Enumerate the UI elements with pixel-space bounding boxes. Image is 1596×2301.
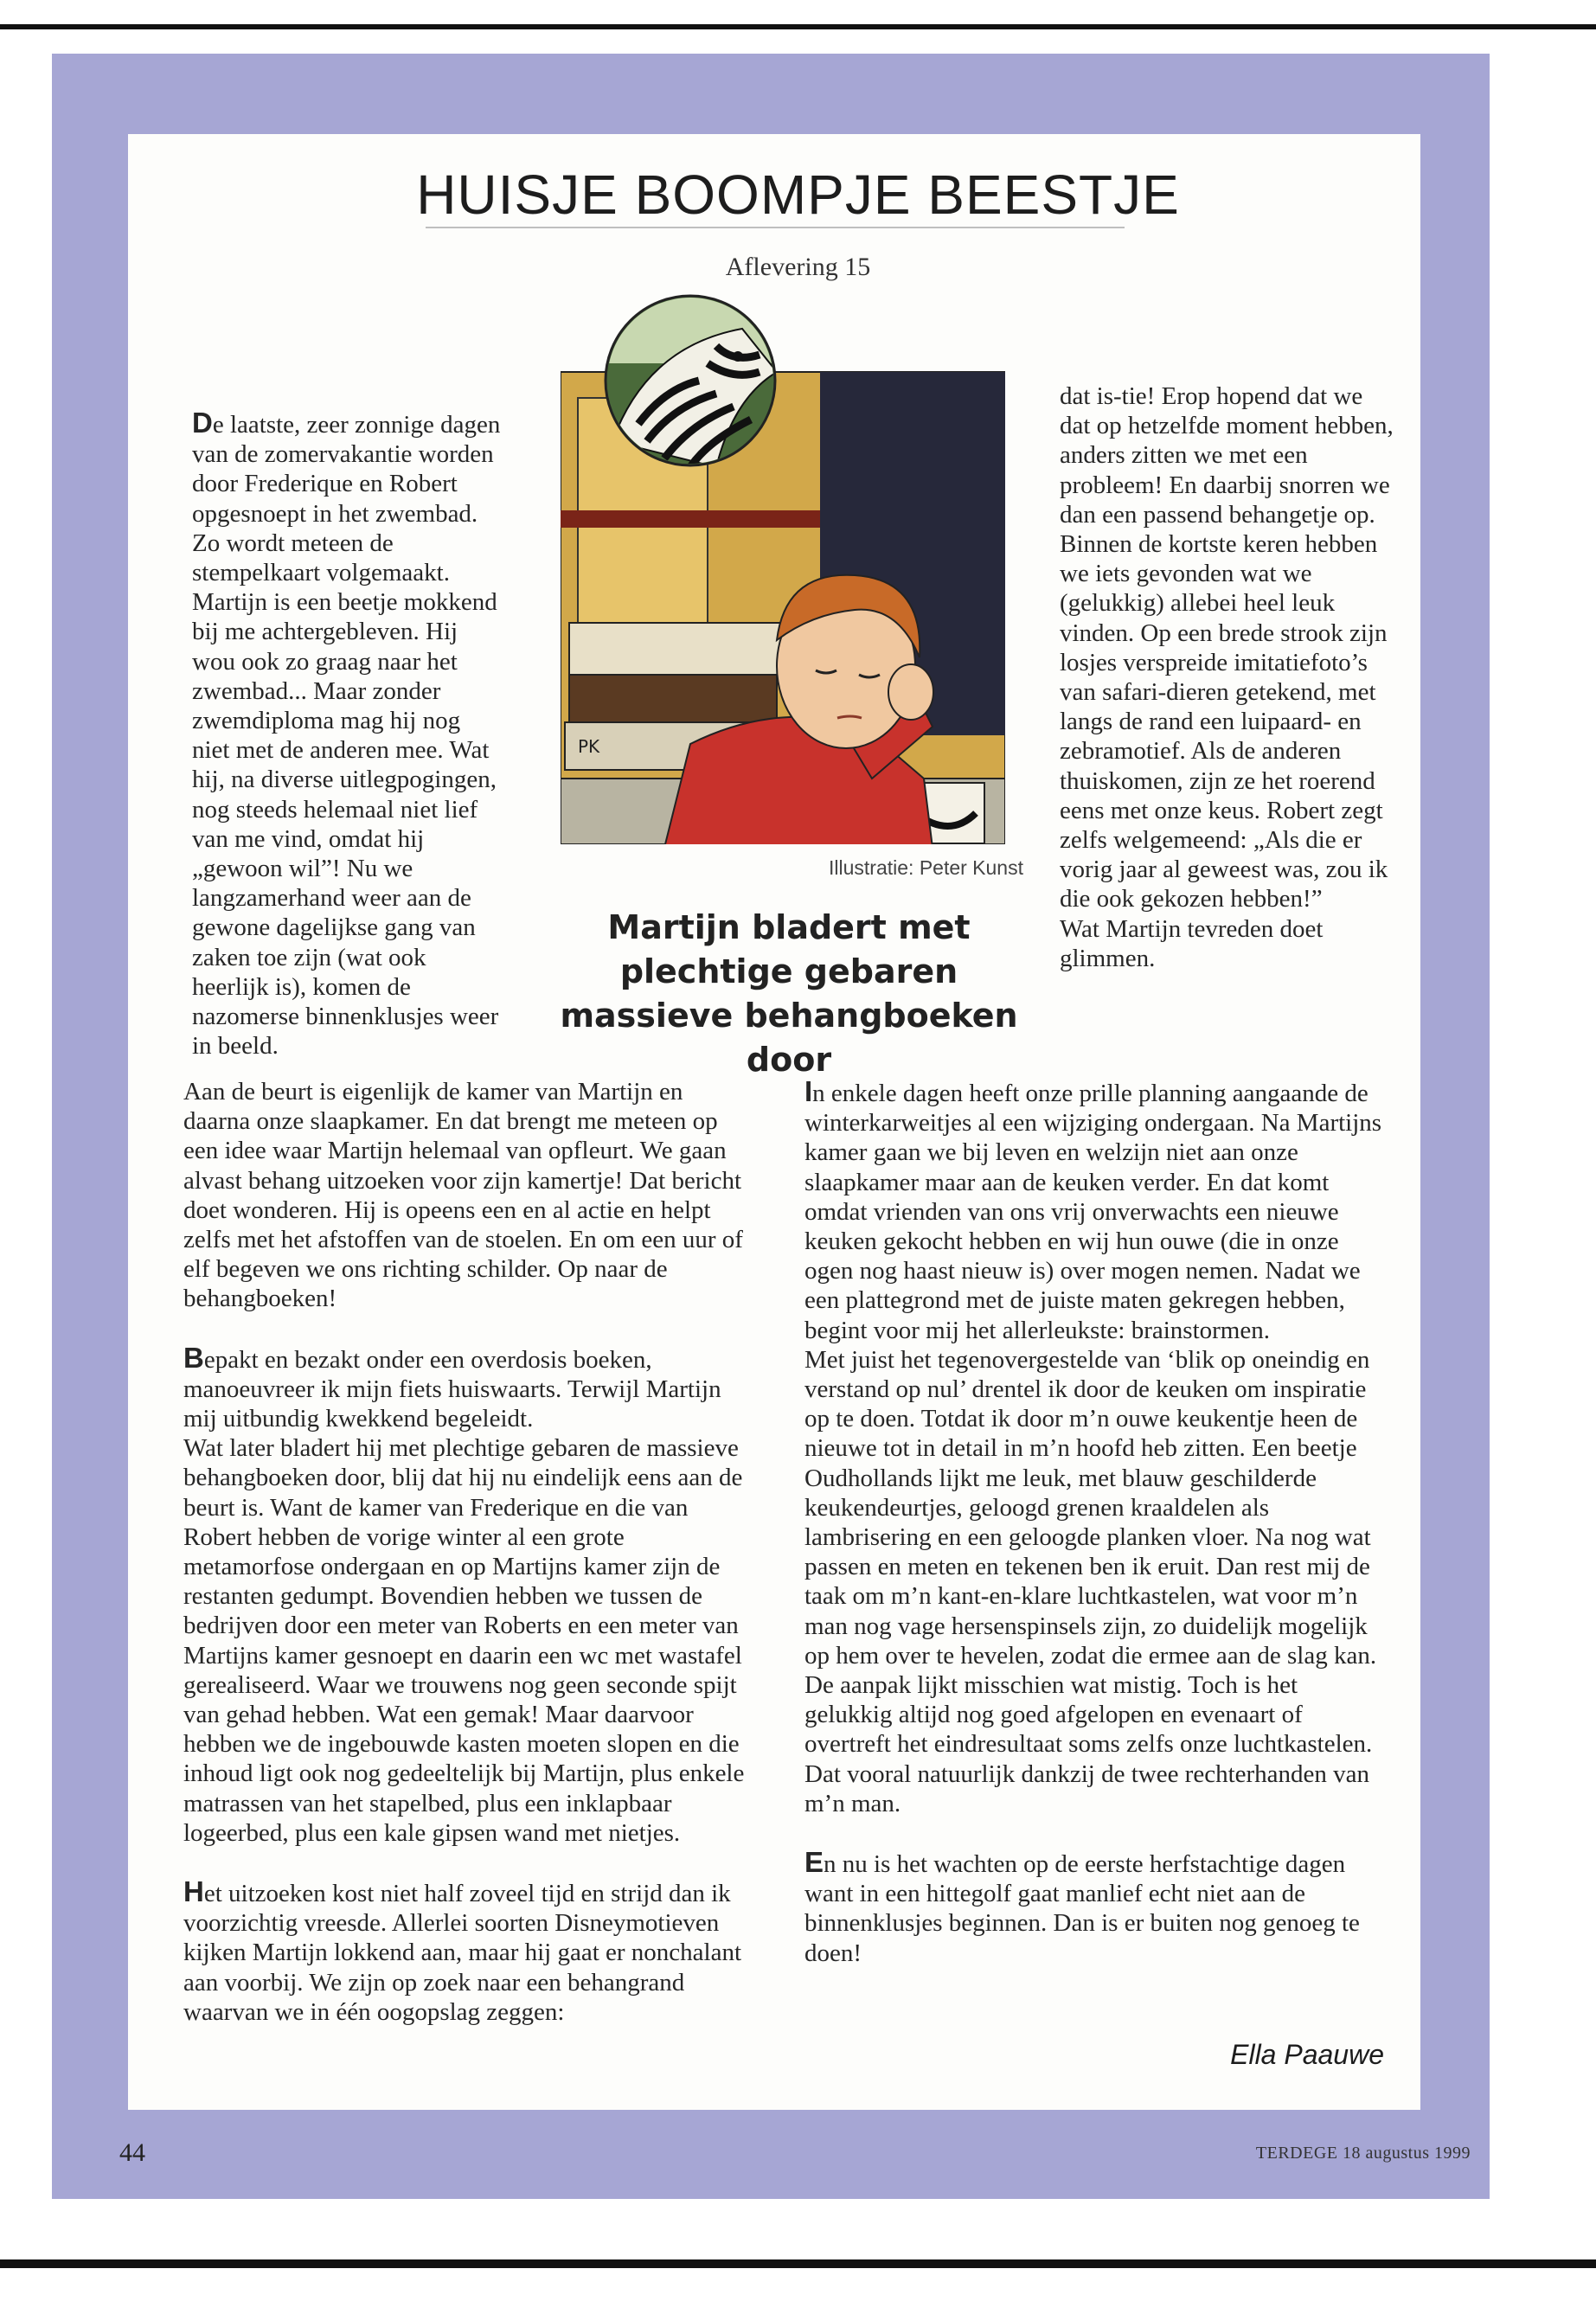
paragraph: Wat later bladert hij met plechtige gebaren de massieve behangboeken door, blij dat hij nu eindelijk eens aan de beurt is. Want de kamer van Frederique en die van Robert hebben de vorige winter al een grote metamorfose ondergaan en op Martijns kamer zijn de restanten gedumpt. Bovendien hebben we tussen de bedrijven door een meter van Roberts en een meter van Martijns kamer gesnoept en daarin een wc met wastafel gerealiseerd. Waar we trouwens nog geen seconde spijt van gehad hebben. Wat een gemak! Maar daarvoor hebben we de ingebouwde kasten moeten slopen en die inhoud ligt ook nog gedeeltelijk bij Martijn, plus enkele matrassen van het stapelbed, plus een inklapbaar logeerbed, plus een kale gipsen wand met nietjes. <box>183 1434 745 1847</box>
intro-paragraph: De laatste, zeer zonnige dagen van de zomervakantie worden door Frederique en Robert opgesnoept in het zwembad. Zo wordt meteen de stempelkaart volgemaakt. Martijn is een beetje mokkend bij me achtergebleven. Hij wou ook zo graag naar het zwembad... Maar zonder zwemdiploma mag hij nog niet met de anderen mee. Wat hij, na diverse uitlegpogingen, nog steeds helemaal niet lief van me vind, omdat hij „gewoon wil”! Nu we langzamerhand weer aan de gewone dagelijkse gang van zaken toe zijn (wat ook heerlijk is), komen de nazomerse binnenklusjes weer in beeld. <box>192 407 501 1061</box>
paragraph: En nu is het wachten op de eerste herfstachtige dagen want in een hittegolf gaat manlief echt niet aan de binnenklusjes beginnen. Dan is er buiten nog genoeg te doen! <box>804 1846 1360 1967</box>
drop-cap: I <box>804 1075 813 1107</box>
book-label-pk: PK <box>578 736 600 757</box>
boy-with-wallpaper-books-illustration <box>561 294 1005 844</box>
drop-cap: H <box>183 1875 204 1908</box>
illustration <box>561 294 1005 844</box>
paragraph: De aanpak lijkt misschien wat mistig. Toch is het gelukkig altijd nog goed afgelopen en evenaart of overtreft het eindresultaat soms zelfs onze luchtkastelen. Dat vooral natuurlijk dankzij de twee rechterhanden van m’n man. <box>804 1671 1373 1817</box>
drop-cap: E <box>804 1846 824 1879</box>
right-column <box>804 1077 1388 1968</box>
left-column <box>183 1077 754 2027</box>
author-signature: Ella Paauwe <box>1230 2039 1384 2070</box>
paragraph: Aan de beurt is eigenlijk de kamer van Martijn en daarna onze slaapkamer. En dat brengt me meteen op een idee waar Martijn helemaal van opfleurt. We gaan alvast behang uitzoeken voor zijn kamertje! Dat bericht doet wonderen. Hij is opeens een en al actie en helpt zelfs met het afstoffen van de stoelen. En om een uur of elf begeven we ons richting schilder. Op naar de behangboeken! <box>183 1078 743 1313</box>
publication-footer: TERDEGE 18 augustus 1999 <box>1255 2144 1471 2163</box>
illustration-credit: Illustratie: Peter Kunst <box>829 856 1023 879</box>
paragraph: Bepakt en bezakt onder een overdosis boeken, manoeuvreer ik mijn fiets huiswaarts. Terwijl Martijn mij uitbundig kwekkend begeleidt. <box>183 1341 721 1433</box>
top-rule <box>0 24 1596 29</box>
paragraph: Het uitzoeken kost niet half zoveel tijd en strijd dan ik voorzichtig vreesde. Allerlei soorten Disneymotieven kijken Martijn lokkend aan, maar hij gaat er nonchalant aan voorbij. We zijn op zoek naar een behangrand waarvan we in één oogopslag zeggen: <box>183 1875 742 2026</box>
paragraph: dat is-tie! Erop hopend dat we dat op hetzelfde moment hebben, anders zitten we met een probleem! En daarbij snorren we dan een passend behangetje op. Binnen de kortste keren hebben we iets gevonden wat we (gelukkig) allebei heel leuk vinden. Op een brede strook zijn losjes verspreide imitatiefoto’s van safari-dieren getekend, met langs de rand een luipaard- en zebramotief. Als de anderen thuiskomen, zijn ze het roerend eens met onze keus. Robert zegt zelfs welgemeend: „Als die er vorig jaar al geweest was, zou ik die ook gekozen hebben!” <box>1060 382 1394 913</box>
pull-quote: Martijn bladert met plechtige gebaren massieve behangboeken door <box>560 908 1018 1079</box>
paragraph: In enkele dagen heeft onze prille planning aangaande de winterkarweitjes al een wijziging ondergaan. Na Martijns kamer gaan we bij leven en welzijn niet aan onze slaapkamer maar aan de keuken verder. En dat komt omdat vrienden van ons vrij onverwachts een nieuwe keuken gekocht hebben en wij hun ouwe (die in onze ogen nog haast nieuw is) over mogen nemen. Nadat we een plattegrond met de juiste maten gekregen hebben, begint voor mij het allerleukste: brainstormen. <box>804 1075 1382 1344</box>
paragraph: Wat Martijn tevreden doet glimmen. <box>1060 914 1324 972</box>
intro-column <box>192 408 503 1061</box>
title-divider <box>426 227 1125 228</box>
drop-cap: B <box>183 1341 204 1374</box>
episode-label: Aflevering 15 <box>725 253 871 281</box>
right-top-column <box>1060 381 1397 973</box>
article-title: HUISJE BOOMPJE BEESTJE <box>416 163 1180 226</box>
page-number: 44 <box>119 2138 145 2167</box>
bottom-rule <box>0 2259 1596 2268</box>
paragraph: Met juist het tegenovergestelde van ‘blik op oneindig en verstand op nul’ drentel ik door de keuken om inspiratie op te doen. Totdat ik door m’n ouwe keukentje heen de nieuwe tot in detail in m’n hoofd heb zitten. Een beetje Oudhollands lijkt me leuk, met blauw geschilderde keukendeurtjes, geloogd grenen kraaldelen als lambrisering en een geloogde planken vloer. Na nog wat passen en meten en tekenen ben ik eruit. Dan rest mij de taak om m’n kant-en-klare luchtkastelen, wat voor m’n man nog vage hersenspinsels zijn, zo duidelijk mogelijk op hem over te hevelen, zodat die ermee aan de slag kan. <box>804 1345 1377 1670</box>
drop-cap: D <box>192 407 213 439</box>
